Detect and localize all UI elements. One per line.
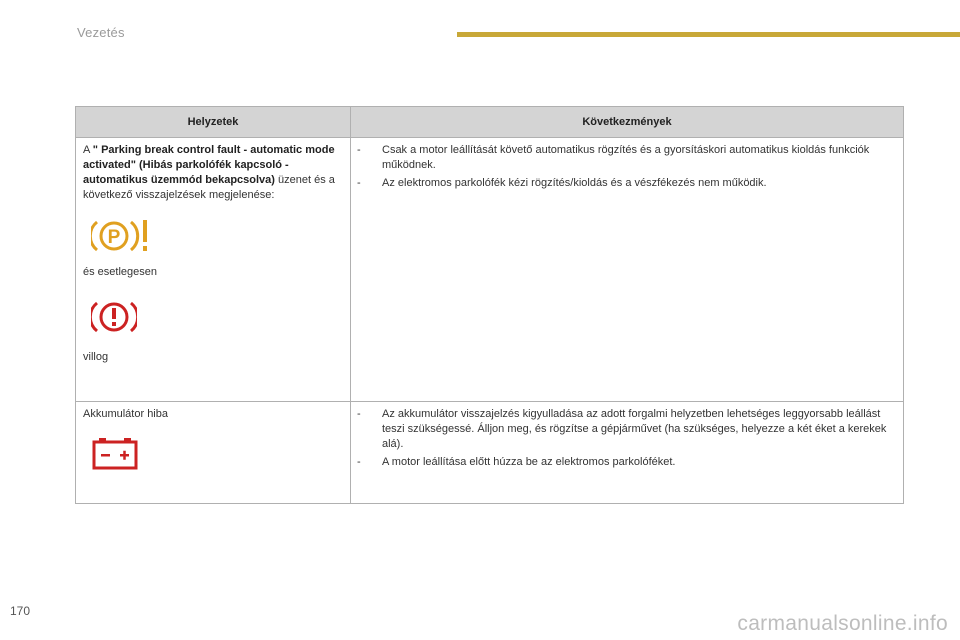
bullet-dash: - bbox=[357, 456, 361, 468]
situations-table bbox=[75, 106, 904, 504]
consequence-list bbox=[357, 407, 893, 470]
svg-text:P: P bbox=[107, 227, 121, 248]
bullet-dash: - bbox=[357, 177, 361, 189]
watermark: carmanualsonline.info bbox=[737, 612, 948, 635]
header-accent-bar bbox=[457, 32, 960, 37]
header-situations: Helyzetek bbox=[76, 107, 351, 138]
parking-brake-warning-icon bbox=[91, 217, 342, 257]
header-consequences: Következmények bbox=[351, 107, 904, 138]
table-row bbox=[76, 402, 904, 504]
list-item bbox=[357, 143, 893, 173]
consequence-cell bbox=[351, 402, 904, 504]
section-title: Vezetés bbox=[77, 25, 125, 40]
blinking-text: villog bbox=[83, 351, 109, 363]
situation-prefix: A bbox=[83, 144, 93, 156]
consequence-text: Csak a motor leállítását követő automatikus rögzítés és a gyorsításkori automatikus kioldás funkciók működnek. bbox=[382, 144, 870, 171]
and-possibly-text: és esetlegesen bbox=[83, 266, 157, 278]
list-item bbox=[357, 455, 893, 470]
page-number: 170 bbox=[10, 604, 31, 618]
situation-text: Akkumulátor hiba bbox=[83, 408, 168, 420]
consequence-text: A motor leállítása előtt húzza be az elektromos parkolóféket. bbox=[382, 456, 676, 468]
situation-message: " Parking break control fault - automatic mode activated" (Hibás parkolófék kapcsoló - automatikus üzemmód bekapcsolva) bbox=[83, 144, 335, 186]
situation-text bbox=[83, 143, 342, 203]
battery-warning-icon bbox=[91, 438, 342, 478]
bullet-dash: - bbox=[357, 144, 361, 156]
brake-warning-icon bbox=[91, 298, 342, 338]
bullet-dash: - bbox=[357, 408, 361, 420]
consequence-list bbox=[357, 143, 893, 191]
consequence-text: Az akkumulátor visszajelzés kigyulladása az adott forgalmi helyzetben lehetséges leggyorsabb leállást teszi szükségessé. Álljon meg, és rögzítse a gépjárművet (ha szükséges, helyezze a két éket a kerekek alá). bbox=[382, 408, 887, 450]
list-item bbox=[357, 176, 893, 191]
list-item bbox=[357, 407, 893, 452]
situation-cell bbox=[76, 138, 351, 402]
table-header-row bbox=[76, 107, 904, 138]
situation-suffix: üzenet és a következő visszajelzések megjelenése: bbox=[83, 174, 335, 201]
situation-cell bbox=[76, 402, 351, 504]
consequence-text: Az elektromos parkolófék kézi rögzítés/kioldás és a vészfékezés nem működik. bbox=[382, 177, 767, 189]
consequence-cell bbox=[351, 138, 904, 402]
table-row bbox=[76, 138, 904, 402]
